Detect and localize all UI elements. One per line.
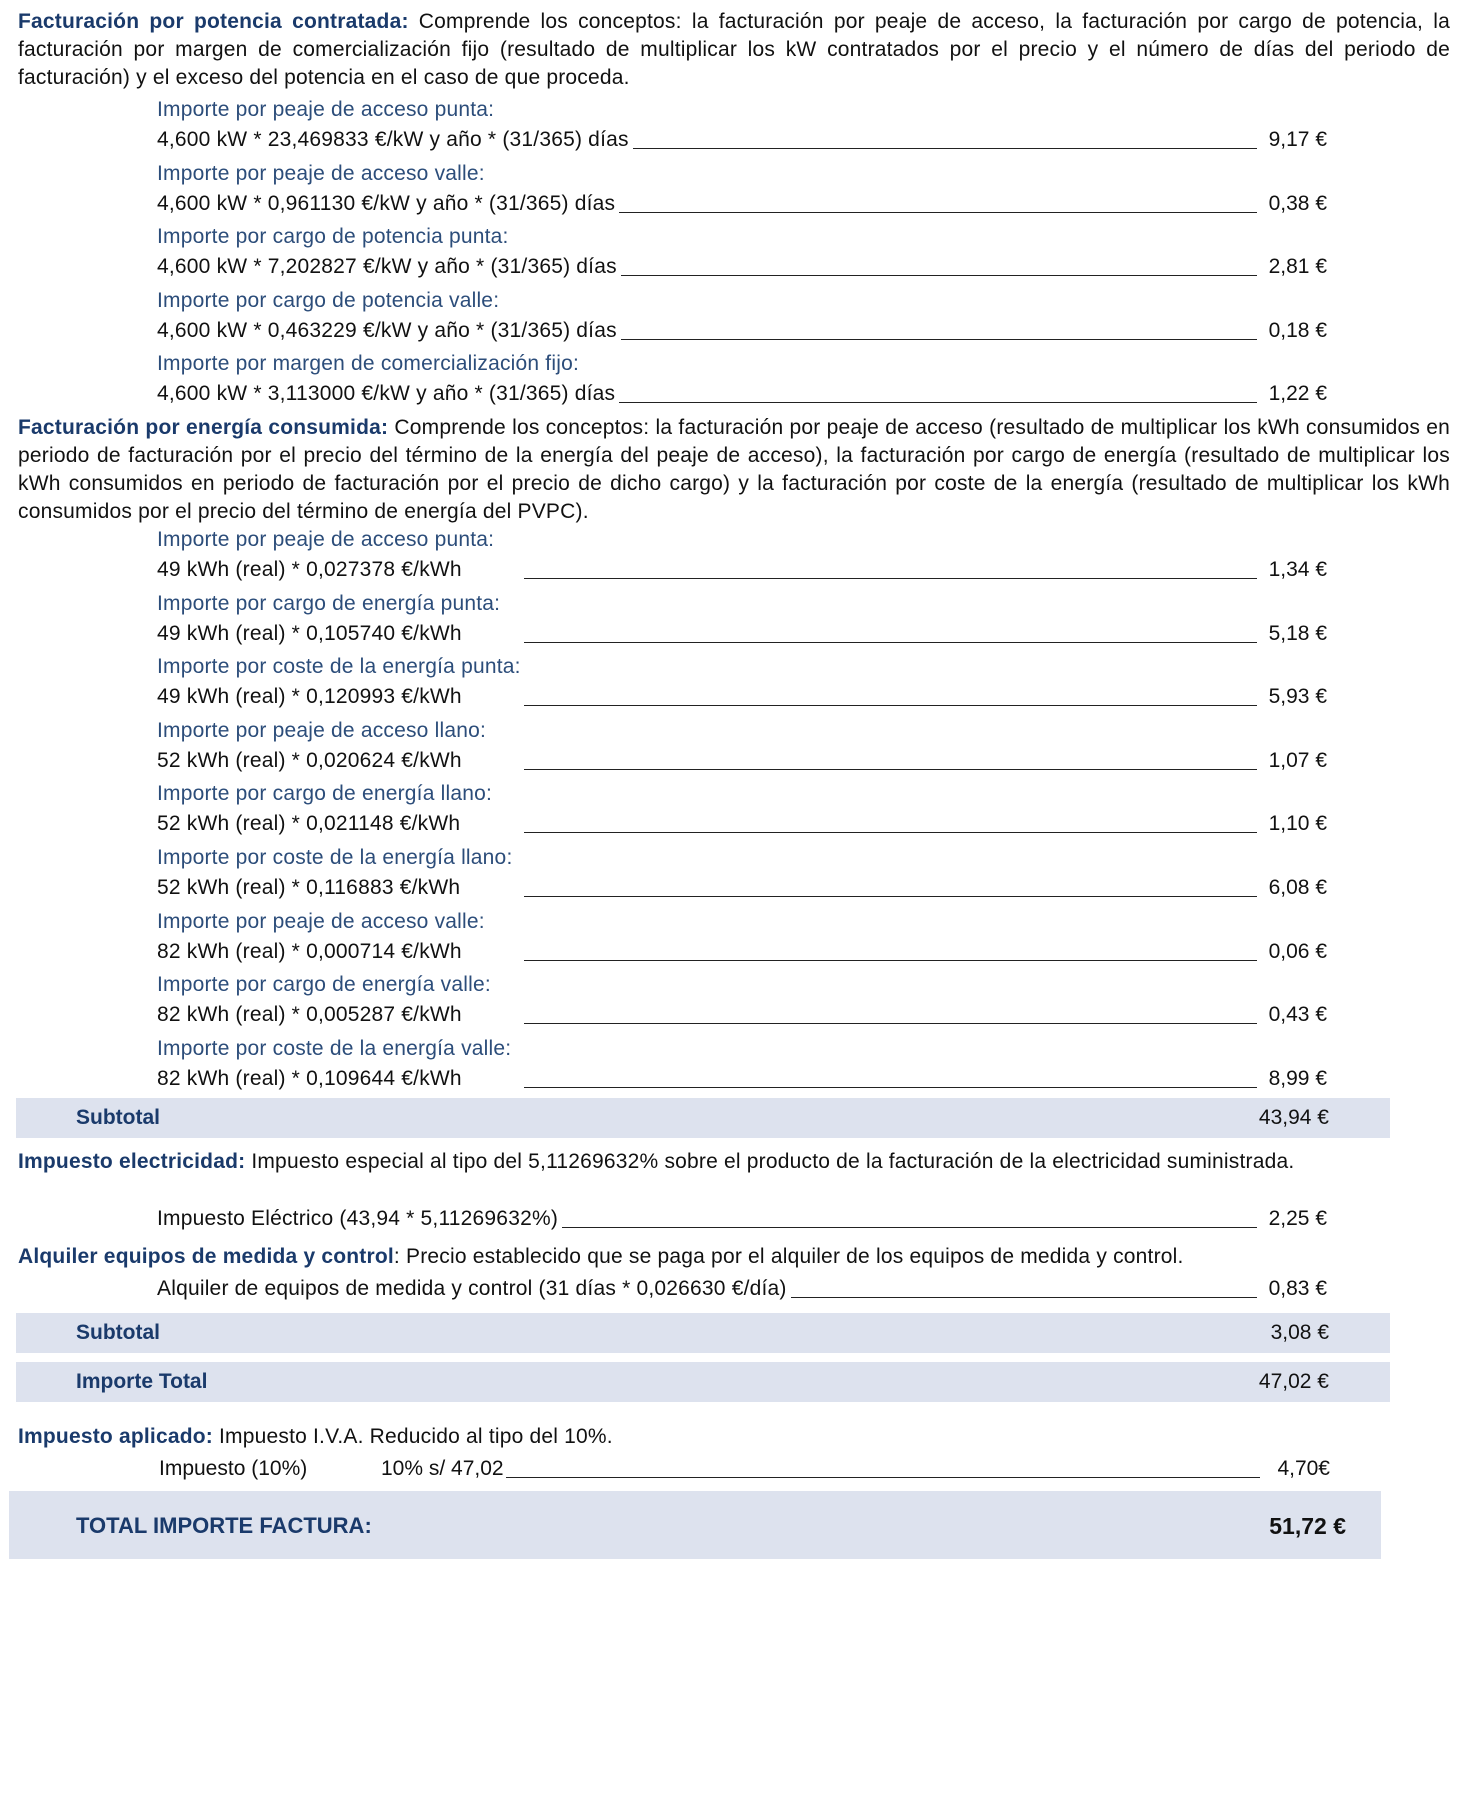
line-item [157, 161, 1327, 219]
leader-line [633, 147, 1257, 149]
leader-line [791, 1296, 1257, 1298]
line-item-label: Importe por cargo de energía punta: [157, 591, 501, 615]
leader-line [524, 577, 1257, 579]
leader-line [524, 768, 1257, 770]
line-item [157, 288, 1327, 346]
potencia-description [18, 8, 1450, 92]
total-factura-amount: 51,72 € [1269, 1513, 1346, 1539]
leader-line [524, 1022, 1257, 1024]
line-item [157, 527, 1327, 585]
line-item-amount: 1,07 € [1268, 748, 1327, 772]
leader-line [524, 831, 1257, 833]
line-item-label: Importe por coste de la energía punta: [157, 655, 521, 679]
line-item-row [157, 809, 1327, 837]
importe-total-band [16, 1362, 1390, 1402]
potencia-text: Comprende los conceptos: la facturación por peaje de acceso, la facturación por cargo de potencia, la facturación por margen de comercialización fijo (resultado de multiplicar los kW contratados por el precio y el número de días del periodo de facturación) y el exceso del potencia en el caso de que proceda. [18, 10, 1450, 89]
leader-line [621, 338, 1257, 340]
line-item-row [157, 316, 1327, 344]
leader-line [524, 704, 1257, 706]
line-item [157, 972, 1327, 1030]
line-item-amount: 8,99 € [1268, 1066, 1327, 1090]
subtotal-amount: 43,94 € [1258, 1106, 1329, 1129]
line-item-amount: 9,17 € [1268, 128, 1327, 151]
line-item-amount: 5,93 € [1268, 685, 1327, 709]
line-item [157, 351, 1327, 409]
line-item-formula: 52 kWh (real) * 0,116883 €/kWh [157, 876, 461, 899]
line-item-formula: 4,600 kW * 3,113000 €/kW y año * (31/365) días [157, 382, 616, 405]
line-item-formula: 49 kWh (real) * 0,120993 €/kWh [157, 685, 462, 709]
line-item-formula: 82 kWh (real) * 0,005287 €/kWh [157, 1003, 462, 1027]
line-item-row [157, 746, 1327, 774]
alquiler-heading: Alquiler equipos de medida y control [18, 1245, 394, 1268]
impuesto-electricidad-heading: Impuesto electricidad: [18, 1150, 246, 1173]
line-item-label: Importe por peaje de acceso valle: [157, 161, 485, 185]
line-item-row [157, 189, 1327, 217]
line-item-row [157, 125, 1327, 153]
line-item-row [157, 937, 1327, 965]
line-item-row [157, 252, 1327, 280]
line-item [157, 909, 1327, 967]
line-item-amount: 6,08 € [1268, 876, 1327, 899]
leader-line [562, 1226, 1257, 1228]
line-item-amount: 0,43 € [1268, 1003, 1327, 1027]
alquiler-amount: 0,83 € [1268, 1277, 1327, 1300]
impuesto-electricidad-description [18, 1148, 1450, 1176]
impuesto-aplicado-description [18, 1423, 1450, 1451]
line-item-amount: 1,34 € [1268, 558, 1327, 581]
leader-line [621, 274, 1257, 276]
line-item-amount: 0,38 € [1268, 191, 1327, 215]
leader-line [619, 211, 1257, 213]
line-item-formula: 49 kWh (real) * 0,027378 €/kWh [157, 558, 462, 581]
leader-line [619, 401, 1257, 403]
line-item-label: Importe por peaje de acceso llano: [157, 718, 486, 742]
line-item-amount: 1,22 € [1268, 382, 1327, 405]
line-item-formula: 4,600 kW * 0,961130 €/kW y año * (31/365) días [157, 191, 616, 215]
energia-heading: Facturación por energía consumida: [18, 416, 389, 439]
line-item [157, 97, 1327, 155]
iva-label: Impuesto (10%) [159, 1457, 308, 1480]
line-item-row [157, 1000, 1327, 1028]
alquiler-description [18, 1243, 1450, 1271]
line-item-amount: 5,18 € [1268, 621, 1327, 645]
line-item-label: Importe por cargo de energía llano: [157, 782, 493, 806]
leader-line [524, 895, 1257, 897]
importe-total-amount: 47,02 € [1258, 1370, 1329, 1393]
line-item-formula: 49 kWh (real) * 0,105740 €/kWh [157, 621, 462, 645]
line-item-label: Importe por coste de la energía llano: [157, 846, 513, 869]
energia-description [18, 414, 1450, 526]
line-item-label: Importe por cargo de potencia punta: [157, 225, 509, 248]
subtotal-label: Subtotal [76, 1106, 160, 1129]
line-item-label: Importe por peaje de acceso punta: [157, 528, 495, 551]
subtotal-other-band [16, 1313, 1390, 1353]
line-item-formula: 4,600 kW * 23,469833 €/kW y año * (31/365) días [157, 128, 629, 151]
leader-line [524, 641, 1257, 643]
alquiler-text: : Precio establecido que se paga por el alquiler de los equipos de medida y control. [393, 1245, 1184, 1268]
impuesto-aplicado-text: Impuesto I.V.A. Reducido al tipo del 10%. [212, 1425, 613, 1448]
line-item-amount: 2,81 € [1268, 255, 1327, 278]
line-item [157, 224, 1327, 282]
impuesto-electrico-row [157, 1204, 1327, 1232]
line-item-row [157, 555, 1327, 583]
line-item [157, 1036, 1327, 1094]
line-item-label: Importe por cargo de potencia valle: [157, 288, 500, 312]
energia-text: Comprende los conceptos: la facturación por peaje de acceso (resultado de multiplicar los kWh consumidos en periodo de facturación por el precio del término de la energía del peaje de acceso), la facturación por cargo de energía (resultado de multiplicar los kWh consumidos en periodo de facturación por el precio de dicho cargo) y la facturación por coste de la energía (resultado de multiplicar los kWh consumidos por el precio del término de energía del PVPC). [18, 416, 1450, 523]
line-item-formula: 82 kWh (real) * 0,000714 €/kWh [157, 939, 462, 963]
line-item-label: Importe por peaje de acceso valle: [157, 909, 485, 933]
impuesto-electricidad-text: Impuesto especial al tipo del 5,11269632% sobre el producto de la facturación de la electricidad suministrada. [245, 1150, 1295, 1173]
subtotal-energy-band [16, 1098, 1390, 1138]
total-factura-band [9, 1491, 1381, 1559]
leader-line [524, 959, 1257, 961]
impuesto-electrico-formula: Impuesto Eléctrico (43,94 * 5,11269632%) [157, 1207, 559, 1230]
subtotal-label: Subtotal [76, 1321, 160, 1344]
line-item-row [157, 1064, 1327, 1092]
line-item [157, 845, 1327, 903]
iva-base: 10% s/ 47,02 [381, 1457, 504, 1480]
subtotal-amount: 3,08 € [1270, 1321, 1329, 1344]
iva-row [159, 1454, 1330, 1482]
line-item-formula: 52 kWh (real) * 0,020624 €/kWh [157, 748, 462, 772]
line-item-row [157, 873, 1327, 901]
alquiler-row [157, 1274, 1327, 1302]
line-item [157, 654, 1327, 712]
potencia-heading: Facturación por potencia contratada: [18, 10, 409, 33]
line-item-formula: 4,600 kW * 7,202827 €/kW y año * (31/365) días [157, 255, 617, 278]
line-item-row [157, 619, 1327, 647]
line-item-amount: 1,10 € [1268, 812, 1327, 836]
line-item-amount: 0,18 € [1268, 318, 1327, 342]
impuesto-electrico-amount: 2,25 € [1268, 1207, 1327, 1230]
line-item-label: Importe por peaje de acceso punta: [157, 98, 495, 121]
line-item [157, 781, 1327, 839]
alquiler-formula: Alquiler de equipos de medida y control (31 días * 0,026630 €/día) [157, 1277, 787, 1300]
leader-line [524, 1086, 1257, 1088]
line-item-formula: 52 kWh (real) * 0,021148 €/kWh [157, 812, 461, 836]
line-item-row [157, 379, 1327, 407]
line-item [157, 718, 1327, 776]
impuesto-aplicado-heading: Impuesto aplicado: [18, 1425, 213, 1448]
iva-amount: 4,70€ [1277, 1457, 1330, 1480]
leader-line [506, 1476, 1260, 1478]
line-item-formula: 4,600 kW * 0,463229 €/kW y año * (31/365) días [157, 318, 617, 342]
line-item-label: Importe por margen de comercialización fijo: [157, 352, 579, 375]
total-factura-label: TOTAL IMPORTE FACTURA: [76, 1513, 372, 1538]
line-item-label: Importe por cargo de energía valle: [157, 973, 491, 997]
line-item-formula: 82 kWh (real) * 0,109644 €/kWh [157, 1066, 462, 1090]
line-item [157, 591, 1327, 649]
line-item-label: Importe por coste de la energía valle: [157, 1036, 512, 1060]
line-item-amount: 0,06 € [1268, 939, 1327, 963]
line-item-row [157, 682, 1327, 710]
importe-total-label: Importe Total [76, 1370, 208, 1393]
